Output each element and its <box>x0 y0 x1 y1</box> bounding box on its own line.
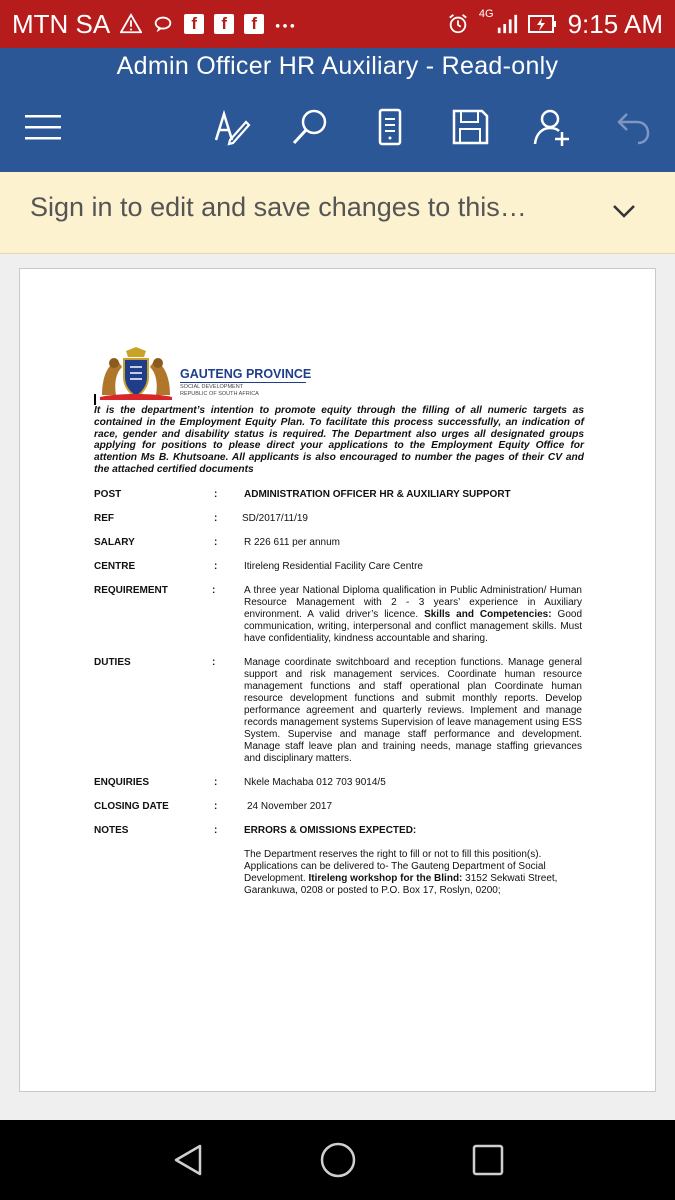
document-title: Admin Officer HR Auxiliary - Read-only <box>116 52 559 80</box>
duties-colon: : <box>212 657 216 668</box>
gauteng-logo <box>96 345 326 401</box>
closing-date-value: 24 November 2017 <box>247 801 333 812</box>
search-icon <box>289 106 331 148</box>
requirement-colon: : <box>212 585 216 596</box>
salary-value: R 226 611 per annum <box>244 537 340 548</box>
duties-value: Manage coordinate switchboard and reception functions. Manage general support and risk management services. Coordinate human resource management functions and staff operational plan Coordinate human resource development functions and submit monthly reports. Develop performance agreement and quarterly reviews. Implement and manage records management systems Supervision of leave management using ESS System. Supervise and manage staff performance and development. Manage staff leave plan and training needs, manage staffing grievances and disciplinary matters. <box>244 657 582 764</box>
post-colon: : <box>214 489 218 500</box>
notes-text-a: The Department reserves the right to fill or not to fill this position(s). Applications can be delivered to- The Gauteng Department of Social Development. <box>244 849 546 884</box>
more-notifications-icon <box>274 13 296 35</box>
salary-colon: : <box>214 537 218 548</box>
save-icon <box>449 106 491 148</box>
save-button[interactable] <box>446 103 494 151</box>
facebook-icon: f <box>184 14 204 34</box>
equity-statement: It is the department’s intention to promote equity through the filling of all numeric targets as contained in the Employment Equity Plan. To facilitate this process successfully, an indication of race, gender and disability status is required. The Department also urges all designated groups applying for positions to please direct your applications to the Employment Equity Office for attention Ms B. Khutsoane. All applicants is also encouraged to number the pages of their CV and the attached certified documents <box>94 405 584 475</box>
undo-icon <box>611 106 653 148</box>
document-page[interactable] <box>19 268 656 1092</box>
facebook-icon: f <box>214 14 234 34</box>
notes-text-b: 3152 Sekwati Street, Garankuwa, 0208 or posted to P.O. Box 17, Roslyn, 0200; <box>244 873 558 896</box>
share-icon <box>531 106 573 148</box>
centre-value: Itireleng Residential Facility Care Centre <box>244 561 423 572</box>
status-bar-right <box>447 8 663 40</box>
warning-icon <box>120 13 142 35</box>
chat-bubble-icon <box>152 13 174 35</box>
closing-date-label: CLOSING DATE <box>94 801 169 812</box>
notes-label: NOTES <box>94 825 129 836</box>
ref-value: SD/2017/11/19 <box>242 513 308 524</box>
enquiries-label: ENQUIRIES <box>94 777 150 788</box>
edit-icon <box>210 106 252 148</box>
notes-workshop-heading: Itireleng workshop for the Blind: <box>308 873 463 884</box>
post-label: POST <box>94 489 122 500</box>
network-type: 4G <box>478 8 494 20</box>
enquiries-value: Nkele Machaba 012 703 9014/5 <box>244 777 386 788</box>
reading-view-icon <box>369 106 411 148</box>
sign-in-banner[interactable] <box>0 172 675 254</box>
recents-icon <box>468 1140 508 1180</box>
logo-divider <box>180 382 306 383</box>
chevron-down-icon[interactable] <box>609 196 639 226</box>
notes-heading: ERRORS & OMISSIONS EXPECTED: <box>244 825 417 836</box>
sign-in-message: Sign in to edit and save changes to this… <box>30 192 527 222</box>
share-button[interactable] <box>528 103 576 151</box>
undo-button[interactable] <box>608 103 656 151</box>
home-button[interactable] <box>318 1140 358 1180</box>
requirement-label: REQUIREMENT <box>94 585 168 596</box>
centre-label: CENTRE <box>94 561 136 572</box>
home-icon <box>318 1140 358 1180</box>
ref-label: REF <box>94 513 114 524</box>
alarm-icon <box>447 13 469 35</box>
notes-body <box>244 849 582 897</box>
menu-button[interactable] <box>19 103 67 151</box>
recents-button[interactable] <box>468 1140 508 1180</box>
logo-province-name: GAUTENG PROVINCE <box>180 367 312 381</box>
post-value: ADMINISTRATION OFFICER HR & AUXILIARY SUPPORT <box>244 489 511 500</box>
logo-country: REPUBLIC OF SOUTH AFRICA <box>180 391 259 397</box>
closing-date-colon: : <box>214 801 218 812</box>
logo-department: SOCIAL DEVELOPMENT <box>180 384 244 390</box>
notes-colon: : <box>214 825 218 836</box>
menu-icon <box>22 106 64 148</box>
ref-colon: : <box>214 513 218 524</box>
back-icon <box>168 1140 208 1180</box>
search-button[interactable] <box>286 103 334 151</box>
coat-of-arms-icon <box>96 345 176 401</box>
back-button[interactable] <box>168 1140 208 1180</box>
battery-charging-icon <box>528 13 558 35</box>
navigation-bar <box>0 1120 675 1200</box>
facebook-icon: f <box>244 14 264 34</box>
duties-label: DUTIES <box>94 657 131 668</box>
reading-view-button[interactable] <box>366 103 414 151</box>
status-bar <box>0 0 675 48</box>
carrier-name: MTN SA <box>12 8 111 39</box>
signal-icon <box>496 13 518 35</box>
enquiries-colon: : <box>214 777 218 788</box>
status-bar-left <box>12 8 296 40</box>
requirement-value <box>244 585 582 645</box>
centre-colon: : <box>214 561 218 572</box>
clock: 9:15 AM <box>567 8 663 39</box>
text-cursor <box>94 394 96 405</box>
requirement-text-b: Good communication, writing, interpersonal and conflict management skills. Must have confidentiality, kindness accountable and sharing. <box>244 609 582 644</box>
requirement-skills-heading: Skills and Competencies: <box>424 609 552 620</box>
edit-button[interactable] <box>207 103 255 151</box>
salary-label: SALARY <box>94 537 135 548</box>
app-bar <box>0 48 675 172</box>
requirement-text-a: A three year National Diploma qualification in Public Administration/ Human Resource Management with 2 - 3 years’ experience in Auxiliary environment. A valid driver’s licence. <box>244 585 582 620</box>
